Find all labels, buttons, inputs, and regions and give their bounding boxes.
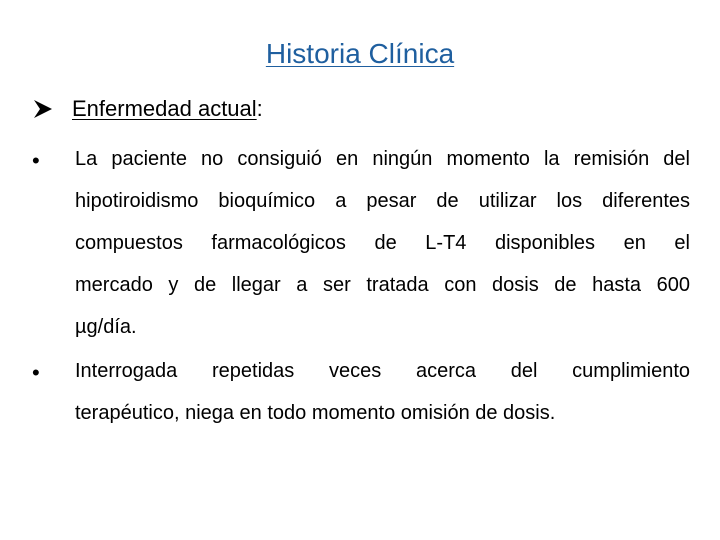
text-line: terapéutico, niega en todo momento omisión de dosis. (75, 402, 556, 424)
text-line: µg/día. (75, 316, 137, 338)
text-line: Interrogada repetidas veces acerca del cumplimiento (75, 360, 690, 382)
text-line: La paciente no consiguió en ningún momento la remisión del (75, 148, 690, 170)
text-line: compuestos farmacológicos de L-T4 disponibles en el (75, 232, 690, 254)
bullet-marker: • (32, 360, 40, 385)
bullet-marker: • (32, 148, 40, 173)
section-heading (32, 96, 263, 122)
arrow-right-icon (32, 98, 56, 120)
section-label: Enfermedad actual (72, 96, 257, 121)
text-line: hipotiroidismo bioquímico a pesar de utilizar los diferentes (75, 190, 690, 212)
paragraph-1 (75, 138, 690, 348)
page-title: Historia Clínica (265, 38, 455, 69)
section-colon: : (256, 96, 263, 121)
text-line: mercado y de llegar a ser tratada con dosis de hasta 600 (75, 274, 690, 296)
paragraph-2 (75, 350, 690, 434)
